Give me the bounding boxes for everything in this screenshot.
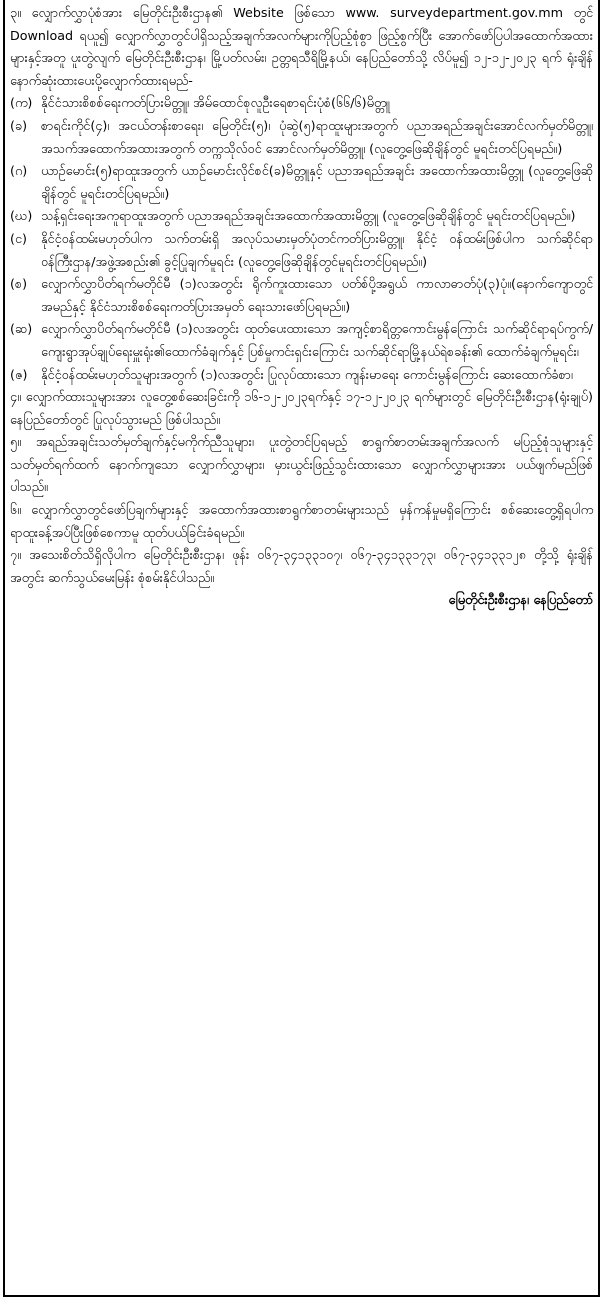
item-label: (ဃ): [10, 208, 33, 224]
requirement-item-ka: [10, 92, 593, 115]
requirement-item-za: [10, 364, 593, 387]
item-text: လျှောက်လွှာပိတ်ရက်မတိုင်မီ (၁)လအတွင်း ရိုက်ကူးထားသော ပတ်စ်ပို့အရွယ် ကာလာဓာတ်ပုံ(၃)ပုံ။(နောက်ကျောတွင်အမည်နှင့် နိုင်ငံသားစိစစ်ရေးကတ်ပြားအမှတ် ရေးသားဖော်ပြရမည်။): [41, 276, 593, 314]
requirement-item-sa: [10, 273, 593, 318]
item-text: ယာဉ်မောင်း(၅)ရာထူးအတွက် ယာဉ်မောင်းလိုင်စင်(ခ)မိတ္တူနှင့် ပညာအရည်အချင်း အထောက်အထားမိတ္တူ (လူတွေ့ဖြေဆိုချိန်တွင် မူရင်းတင်ပြရမည်။): [41, 163, 593, 201]
paragraph-6: ၆။ လျှောက်လွှာတွင်ဖော်ပြချက်များနှင့် အထောက်အထားစာရွက်စာတမ်းများသည် မှန်ကန်မှုမရှိကြောင်း စစ်ဆေးတွေ့ရှိရပါက ရာထူးခန့်အပ်ပြီးဖြစ်စေကာမူ ထုတ်ပယ်ခြင်းခံရမည်။: [10, 502, 593, 540]
notice-box: [3, 0, 600, 1297]
item-label: (ဇ): [10, 366, 28, 382]
item-label: (ခ): [10, 117, 28, 133]
paragraph-5: ၅။ အရည်အချင်းသတ်မှတ်ချက်နှင့်မကိုက်ညီသူများ၊ ပူးတွဲတင်ပြရမည့် စာရွက်စာတမ်းအချက်အလက် မပြည့်စုံသူများနှင့် သတ်မှတ်ရက်ထက် နောက်ကျသော လျှောက်လွှာများ၊ မှားယွင်းဖြည့်သွင်းထားသော လျှောက်လွှာများအား ပယ်ဖျက်မည်ဖြစ်ပါသည်။: [10, 434, 593, 495]
paragraph-3: ၃။ လျှောက်လွှာပုံစံအား မြေတိုင်းဦးစီးဌာန၏ Website ဖြစ်သော www. surveydepartment.gov.mm တွင် Download ရယူ၍ လျှောက်လွှာတွင်ပါရှိသည့်အချက်အလက်များကိုပြည့်စုံစွာ ဖြည့်စွက်ပြီး အောက်ဖော်ပြပါအထောက်အထားများနှင့်အတူ ပူးတွဲလျက် မြေတိုင်းဦးစီးဌာန၊ မြို့ပတ်လမ်း၊ ဥတ္တရသီရိမြို့နယ်၊ နေပြည်တော်သို့ လိပ်မူ၍ ၁၂-၁၂-၂၀၂၃ ရက် ရုံးချိန်နောက်ဆုံးထားပေးပို့လျှောက်ထားရမည်-: [10, 5, 593, 88]
paragraph-4: ၄။ လျှောက်ထားသူများအား လူတွေ့စစ်ဆေးခြင်းကို ၁၆-၁၂-၂၀၂၃ရက်နှင့် ၁၇-၁၂-၂၀၂၃ ရက်များတွင် မြေတိုင်းဦးစီးဌာန(ရုံးချုပ်) နေပြည်တော်တွင် ပြုလုပ်သွားမည် ဖြစ်ပါသည်။: [10, 389, 593, 427]
paragraph-7: ၇။ အသေးစိတ်သိရှိလိုပါက မြေတိုင်းဦးစီးဌာန၊ ဖုန်း ၀၆၇-၃၄၁၃၃၁၀၇၊ ၀၆၇-၃၄၁၃၃၁၇၃၊ ၀၆၇-၃၄၁၃၃၁၂၈ တို့သို့ ရုံးချိန်အတွင်း ဆက်သွယ်မေးမြန်း စုံစမ်းနိုင်ပါသည်။: [10, 547, 593, 585]
item-label: (ဂ): [10, 163, 28, 179]
item-text: စာရင်းကိုင်(၄)၊ အငယ်တန်းစာရေး၊ မြေတိုင်း(၅)၊ ပုံဆွဲ(၅)ရာထူးများအတွက် ပညာအရည်အချင်းအောင်လက်မှတ်မိတ္တူ၊ အသက်အထောက်အထားအတွက် တက္ကသိုလ်ဝင် အောင်လက်မှတ်မိတ္တူ၊ (လူတွေ့ဖြေဆိုချိန်တွင် မူရင်းတင်ပြရမည်။): [41, 117, 593, 156]
item-label: (င): [10, 230, 27, 246]
requirement-item-nga: [10, 228, 593, 273]
department-signature: မြေတိုင်းဦးစီးဌာန၊ နေပြည်တော်: [448, 592, 593, 608]
item-text: လျှောက်လွှာပိတ်ရက်မတိုင်မီ (၁)လအတွင်း ထုတ်ပေးထားသော အကျင့်စာရိတ္တကောင်းမွန်ကြောင်း သက်ဆိုင်ရာရပ်ကွက်/ကျေးရွာအုပ်ချုပ်ရေးမှူးရုံး၏ထောက်ခံချက်နှင့် ပြစ်မှုကင်းရှင်းကြောင်း သက်ဆိုင်ရာမြို့နယ်ရဲစခန်း၏ ထောက်ခံချက်မူရင်း၊: [41, 321, 593, 359]
signature-row: [10, 589, 593, 612]
item-text: နိုင်ငံ့ဝန်ထမ်းမဟုတ်ပါက သက်တမ်းရှိ အလုပ်သမားမှတ်ပုံတင်ကတ်ပြားမိတ္တူ၊ နိုင်ငံ့ ဝန်ထမ်းဖြစ်ပါက သက်ဆိုင်ရာဝန်ကြီးဌာန/အဖွဲ့အစည်း၏ ခွင့်ပြုချက်မူရင်း (လူတွေ့ဖြေဆိုချိန်တွင်မူရင်းတင်ပြရမည်။): [41, 230, 593, 269]
requirement-item-gha: [10, 205, 593, 228]
item-text: သန့်ရှင်းရေးအကူရာထူးအတွက် ပညာအရည်အချင်းအထောက်အထားမိတ္တူ (လူတွေ့ဖြေဆိုချိန်တွင် မူရင်းတင်ပြရမည်။): [41, 208, 576, 224]
item-label: (ဆ): [10, 321, 33, 337]
requirement-item-kha: [10, 115, 593, 160]
item-text: နိုင်ငံသားစိစစ်ရေးကတ်ပြားမိတ္တူ၊ အိမ်ထောင်စုလူဦးရေစာရင်းပုံစံ(၆၆/၆)မိတ္တူ: [41, 95, 390, 111]
item-label: (က): [10, 95, 33, 111]
item-label: (စ): [10, 276, 28, 292]
requirement-item-hsa: [10, 318, 593, 363]
item-text: နိုင်ငံ့ဝန်ထမ်းမဟုတ်သူများအတွက် (၁)လအတွင်း ပြုလုပ်ထားသော ကျန်းမာရေး ကောင်းမွန်ကြောင်း ဆေးထောက်ခံစာ၊: [41, 366, 573, 382]
requirement-item-ga: [10, 160, 593, 205]
